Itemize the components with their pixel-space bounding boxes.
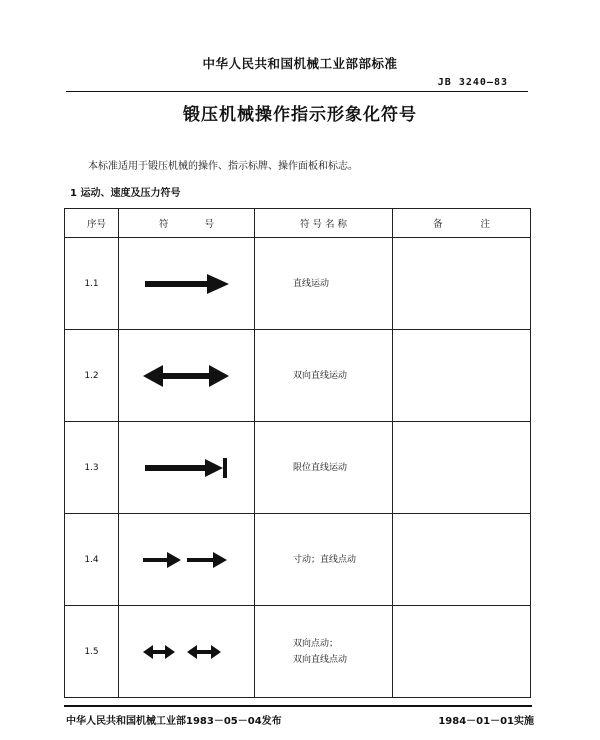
- double-arrow-icon: [119, 330, 255, 422]
- table-row: [65, 514, 531, 606]
- row-remark: [393, 514, 531, 606]
- row-name: 寸动；直线点动: [255, 514, 393, 606]
- table-row: [65, 606, 531, 698]
- header-remark: 备 注: [393, 209, 531, 238]
- jog-arrows-icon: [119, 514, 255, 606]
- row-remark: [393, 330, 531, 422]
- row-remark: [393, 422, 531, 514]
- row-name: 限位直线运动: [255, 422, 393, 514]
- section-heading: 1 运动、速度及压力符号: [70, 188, 181, 199]
- row-remark: [393, 238, 531, 330]
- standard-code: JB 3240—83: [437, 77, 508, 88]
- footer-divider: [64, 705, 532, 707]
- row-remark: [393, 606, 531, 698]
- straight-arrow-right-icon: [119, 238, 255, 330]
- row-name: 双向直线运动: [255, 330, 393, 422]
- row-name: 直线运动: [255, 238, 393, 330]
- issue-date: 中华人民共和国机械工业部1983－05－04发布: [66, 716, 282, 727]
- header-divider: [66, 91, 528, 92]
- row-seq: 1.4: [65, 514, 119, 606]
- row-seq: 1.3: [65, 422, 119, 514]
- limit-arrow-icon: [119, 422, 255, 514]
- row-name: 双向点动； 双向直线点动: [255, 606, 393, 698]
- table-row: [65, 330, 531, 422]
- issuer-title: 中华人民共和国机械工业部部标准: [202, 56, 398, 71]
- double-jog-arrows-icon: [119, 606, 255, 698]
- header-seq: 序 号: [65, 209, 119, 238]
- effective-date: 1984－01－01实施: [438, 716, 534, 727]
- table-row: [65, 238, 531, 330]
- header-name: 符 号 名 称: [255, 209, 393, 238]
- intro-paragraph: 本标准适用于锻压机械的操作、指示标牌、操作面板和标志。: [88, 161, 358, 172]
- document-title: 锻压机械操作指示形象化符号: [183, 105, 417, 125]
- header-symbol: 符 号: [119, 209, 255, 238]
- row-seq: 1.1: [65, 238, 119, 330]
- row-seq: 1.5: [65, 606, 119, 698]
- table-row: [65, 422, 531, 514]
- row-seq: 1.2: [65, 330, 119, 422]
- table-header-row: [65, 209, 531, 238]
- symbol-table: [64, 208, 531, 698]
